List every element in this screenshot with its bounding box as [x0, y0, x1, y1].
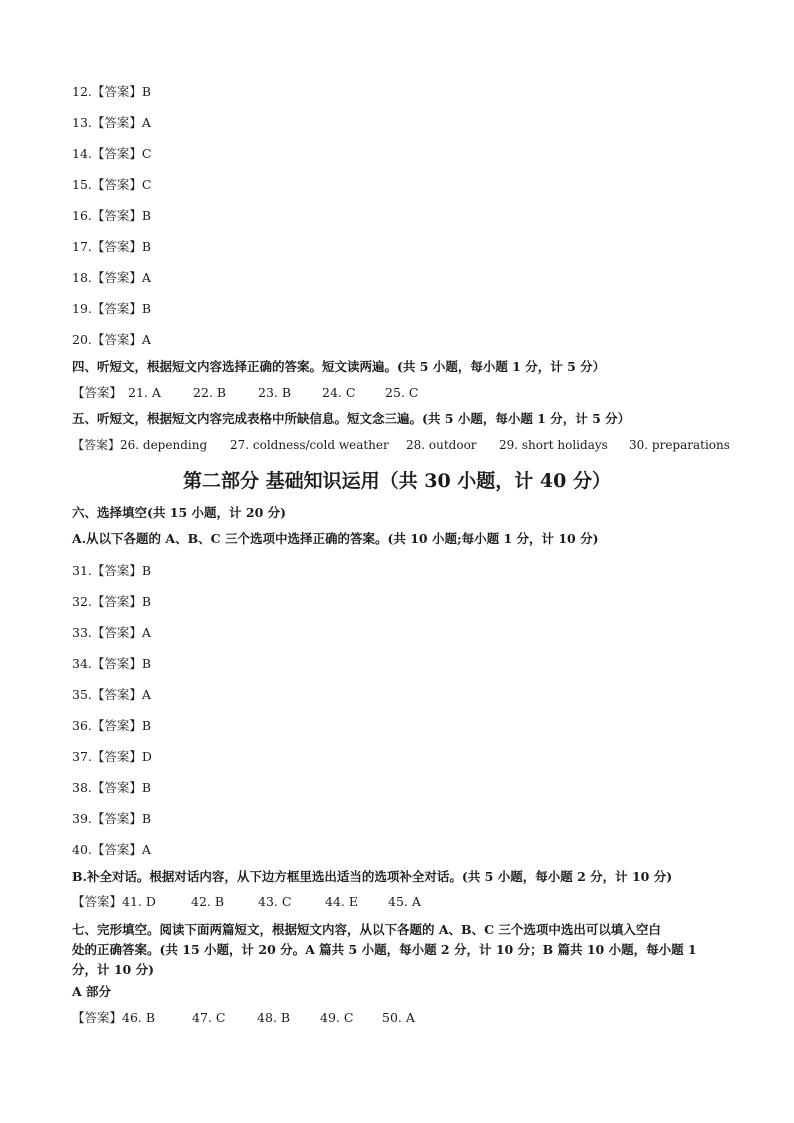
section7-instruction-line1: 七、完形填空。阅读下面两篇短文，根据短文内容，从以下各题的 A、B、C 三个选项中选出可以填入空白: [72, 922, 661, 937]
answer-28: 28. outdoor: [406, 438, 477, 452]
section4-answer-prefix: 【答案】: [72, 385, 123, 400]
answer-15: 15.【答案】C: [72, 177, 152, 192]
answer-37: 37.【答案】D: [72, 749, 152, 764]
answer-29: 29. short holidays: [499, 438, 608, 452]
answer-43: 43. C: [258, 894, 292, 909]
section6-b-answers: [72, 894, 732, 910]
answer-12: 12.【答案】B: [72, 84, 152, 99]
answer-17: 17.【答案】B: [72, 239, 152, 254]
answer-48: 48. B: [257, 1010, 291, 1025]
section5-answers: [72, 437, 732, 453]
answer-31: 31.【答案】B: [72, 563, 152, 578]
answer-24: 24. C: [322, 385, 356, 400]
answer-19: 19.【答案】B: [72, 301, 152, 316]
answer-14: 14.【答案】C: [72, 146, 152, 161]
section5-answer-prefix: 【答案】: [72, 438, 121, 452]
answer-47: 47. C: [192, 1010, 226, 1025]
answer-20: 20.【答案】A: [72, 332, 151, 347]
answer-44: 44. E: [325, 894, 358, 909]
section4-instruction: 四、听短文，根据短文内容选择正确的答案。短文读两遍。(共 5 小题，每小题 1 分，计 5 分）: [72, 359, 606, 374]
section6-subtitle-b: B.补全对话。根据对话内容，从下边方框里选出适当的选项补全对话。(共 5 小题，每小题 2 分，计 10 分): [72, 869, 673, 884]
answer-18: 18.【答案】A: [72, 270, 151, 285]
answer-46: 46. B: [122, 1010, 156, 1025]
answer-26: 26. depending: [120, 438, 208, 452]
answer-25: 25. C: [385, 385, 419, 400]
answer-39: 39.【答案】B: [72, 811, 152, 826]
answer-16: 16.【答案】B: [72, 208, 152, 223]
section4-answers: [72, 385, 732, 401]
section5-instruction: 五、听短文，根据短文内容完成表格中所缺信息。短文念三遍。(共 5 小题，每小题 1 分，计 5 分）: [72, 411, 631, 426]
section7-instruction-line3: 分，计 10 分): [72, 962, 155, 977]
section7-a-answer-prefix: 【答案】: [72, 1010, 123, 1025]
answer-38: 38.【答案】B: [72, 780, 152, 795]
answer-42: 42. B: [191, 894, 225, 909]
answer-30: 30. preparations: [629, 438, 730, 452]
answer-36: 36.【答案】B: [72, 718, 152, 733]
answer-32: 32.【答案】B: [72, 594, 152, 609]
answer-33: 33.【答案】A: [72, 625, 151, 640]
answer-27: 27. coldness/cold weather: [230, 438, 389, 452]
answer-50: 50. A: [382, 1010, 415, 1025]
section6-b-answer-prefix: 【答案】: [72, 894, 123, 909]
answer-35: 35.【答案】A: [72, 687, 151, 702]
section7-instruction-line2: 处的正确答案。(共 15 小题，计 20 分。A 篇共 5 小题，每小题 2 分，计 10 分；B 篇共 10 小题，每小题 1: [72, 942, 697, 957]
answer-23: 23. B: [258, 385, 292, 400]
part2-heading: 第二部分 基础知识运用（共 30 小题，计 40 分）: [183, 470, 611, 492]
answer-40: 40.【答案】A: [72, 842, 151, 857]
answer-21: 21. A: [128, 385, 161, 400]
answer-22: 22. B: [193, 385, 227, 400]
section7-a-answers: [72, 1010, 732, 1026]
answer-34: 34.【答案】B: [72, 656, 152, 671]
section7-part-a-label: A 部分: [72, 984, 112, 999]
answer-45: 45. A: [388, 894, 421, 909]
answer-13: 13.【答案】A: [72, 115, 151, 130]
section6-title: 六、选择填空(共 15 小题，计 20 分): [72, 505, 287, 520]
answer-49: 49. C: [320, 1010, 354, 1025]
section6-subtitle-a: A.从以下各题的 A、B、C 三个选项中选择正确的答案。(共 10 小题;每小题 1 分，计 10 分): [72, 531, 599, 546]
answer-41: 41. D: [122, 894, 156, 909]
